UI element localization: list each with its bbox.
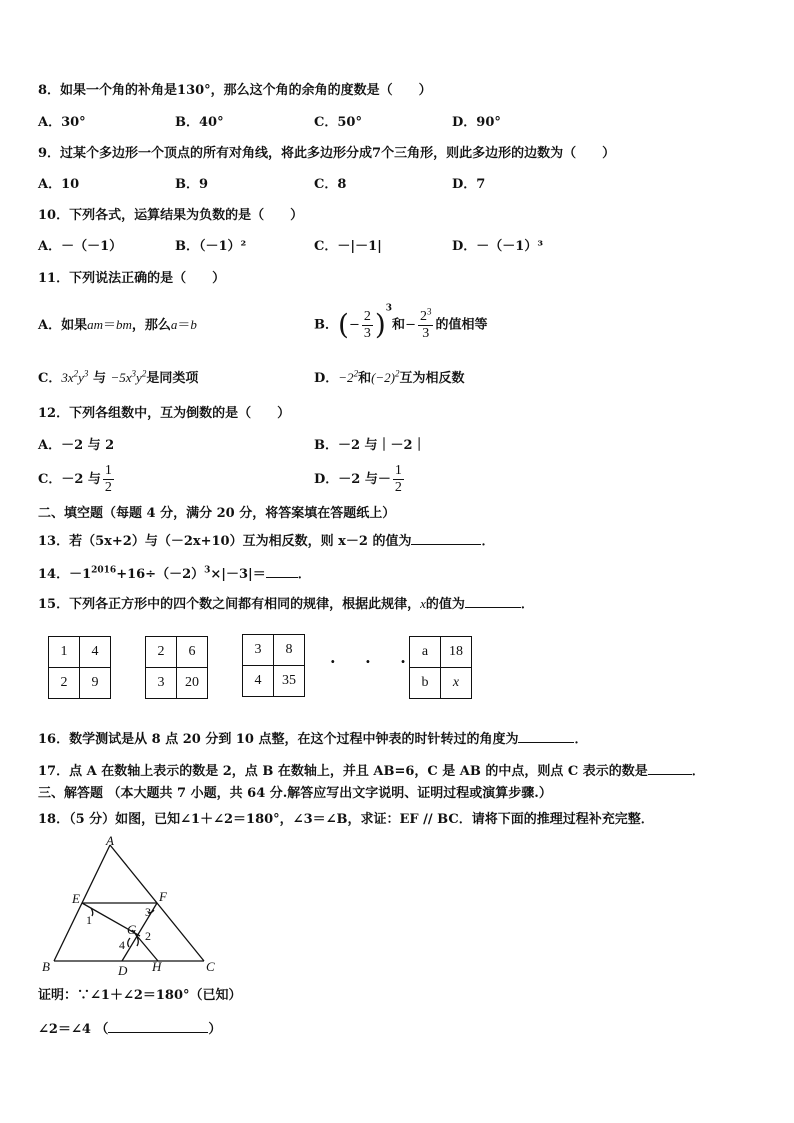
q11-option-d: D．$-2^2$和$(-2)^2$互为相反数 (314, 368, 465, 386)
q17-answer-blank[interactable] (648, 760, 692, 775)
grid-cell: b (410, 668, 441, 699)
q10-option-a: A．－（－1） (38, 239, 123, 254)
label-g: G (127, 922, 137, 937)
q11-stem: 11．下列说法正确的是（ ） (38, 271, 226, 286)
q8-option-c: C．50° (314, 115, 362, 130)
grid-cell: 3 (243, 635, 274, 666)
grid-cell: x (441, 668, 472, 699)
proof-line-1: 证明：∵∠1＋∠2＝180°（已知） (38, 988, 242, 1003)
label-h: H (152, 959, 162, 974)
grid-cell: a (410, 637, 441, 668)
q8-option-b: B．40° (175, 115, 224, 130)
grid-cell: 3 (146, 668, 177, 699)
q12-option-b: B．－2 与｜－2｜ (314, 438, 426, 453)
label-d: D (118, 963, 128, 978)
q12-option-a: A．－2 与 2 (38, 438, 115, 453)
q15-square-2 (145, 636, 208, 699)
grid-cell: 9 (80, 668, 111, 699)
q16-text: 16．数学测试是从 8 点 20 分到 10 点整，在这个过程中钟表的时针转过的角度为 ． (38, 728, 588, 749)
q15-ellipsis: · · · (330, 652, 418, 671)
q18-text: 18．（5 分）如图，已知∠1＋∠2＝180°，∠3＝∠B，求证：EF // BC．请将下面的推理过程补充完整． (38, 812, 654, 827)
proof-reason-blank[interactable] (108, 1018, 208, 1033)
q8-option-a: A．30° (38, 115, 86, 130)
label-c: C (206, 959, 215, 974)
q10-option-c: C．－|－1| (314, 239, 382, 254)
q11-option-c: C．$3x^2y^3$ 与 $-5x^3y^2$是同类项 (38, 368, 199, 386)
grid-cell: 8 (274, 635, 305, 666)
label-e: E (72, 891, 80, 906)
q14-answer-blank[interactable] (266, 563, 298, 578)
label-angle-2: 2 (145, 929, 151, 943)
q8-option-d: D．90° (452, 115, 501, 130)
q9-option-b: B．9 (175, 177, 209, 192)
q12-option-d: D．－2 与－ $\frac{1}{2}$ (314, 463, 402, 495)
q11-option-b: B．(− $\frac{2}{3}$ )$^3$和− $\frac{2^3}{3}$ 的值相等 (314, 303, 488, 341)
q8-stem: 8．如果一个角的补角是130°，那么这个角的余角的度数是（ ） (38, 83, 432, 98)
q9-stem: 9．过某个多边形一个顶点的所有对角线，将此多边形分成7个三角形，则此多边形的边数为（ ） (38, 146, 616, 161)
q15-square-4 (409, 636, 472, 699)
angle-4-arc (128, 938, 130, 947)
q9-option-c: C．8 (314, 177, 347, 192)
q9-option-d: D．7 (452, 177, 486, 192)
triangle-figure (34, 833, 234, 981)
q10-option-b: B．（－1）² (175, 239, 247, 254)
q15-square-1 (48, 636, 111, 699)
q14-text: 14．$-1^{2016}+16\div(-2)^3\times|-3|=$ ． (38, 563, 311, 584)
label-f: F (159, 889, 167, 904)
q17-text: 17．点 A 在数轴上表示的数是 2，点 B 在数轴上，并且 AB=6，C 是 AB 的中点，则点 C 表示的数是 ． (38, 760, 705, 781)
grid-cell: 20 (177, 668, 208, 699)
label-a: A (106, 833, 114, 848)
label-b: B (42, 959, 50, 974)
section-3-heading: 三、解答题 （本大题共 7 小题，共 64 分.解答应写出文字说明、证明过程或演算步骤.） (38, 786, 552, 801)
q10-option-d: D．－（－1）³ (452, 239, 544, 254)
grid-cell: 35 (274, 666, 305, 697)
q15-text: 15．下列各正方形中的四个数之间都有相同的规律，根据此规律，x的值为 ． (38, 593, 534, 614)
q11-option-a: A．如果am＝bm，那么a＝b (38, 317, 197, 333)
grid-cell: 6 (177, 637, 208, 668)
grid-cell: 1 (49, 637, 80, 668)
label-angle-4: 4 (119, 938, 125, 952)
q9-option-a: A．10 (38, 177, 80, 192)
grid-cell: 2 (49, 668, 80, 699)
q15-square-3 (242, 634, 305, 697)
section-2-heading: 二、填空题（每题 4 分，满分 20 分，将答案填在答题纸上） (38, 506, 396, 521)
q16-answer-blank[interactable] (518, 728, 574, 743)
grid-cell: 2 (146, 637, 177, 668)
grid-cell: 18 (441, 637, 472, 668)
label-angle-3: 3 (145, 905, 151, 919)
q13-answer-blank[interactable] (411, 530, 481, 545)
q13-text: 13．若（5x+2）与（－2x+10）互为相反数，则 x－2 的值为 ． (38, 530, 494, 551)
label-angle-1: 1 (86, 913, 92, 927)
q12-option-c: C．－2 与 $\frac{1}{2}$ (38, 463, 112, 495)
q12-stem: 12．下列各组数中，互为倒数的是（ ） (38, 406, 291, 421)
q10-stem: 10．下列各式，运算结果为负数的是（ ） (38, 208, 304, 223)
grid-cell: 4 (243, 666, 274, 697)
proof-line-2: ∠2＝∠4 （ ） (38, 1018, 221, 1039)
q15-answer-blank[interactable] (465, 593, 521, 608)
grid-cell: 4 (80, 637, 111, 668)
